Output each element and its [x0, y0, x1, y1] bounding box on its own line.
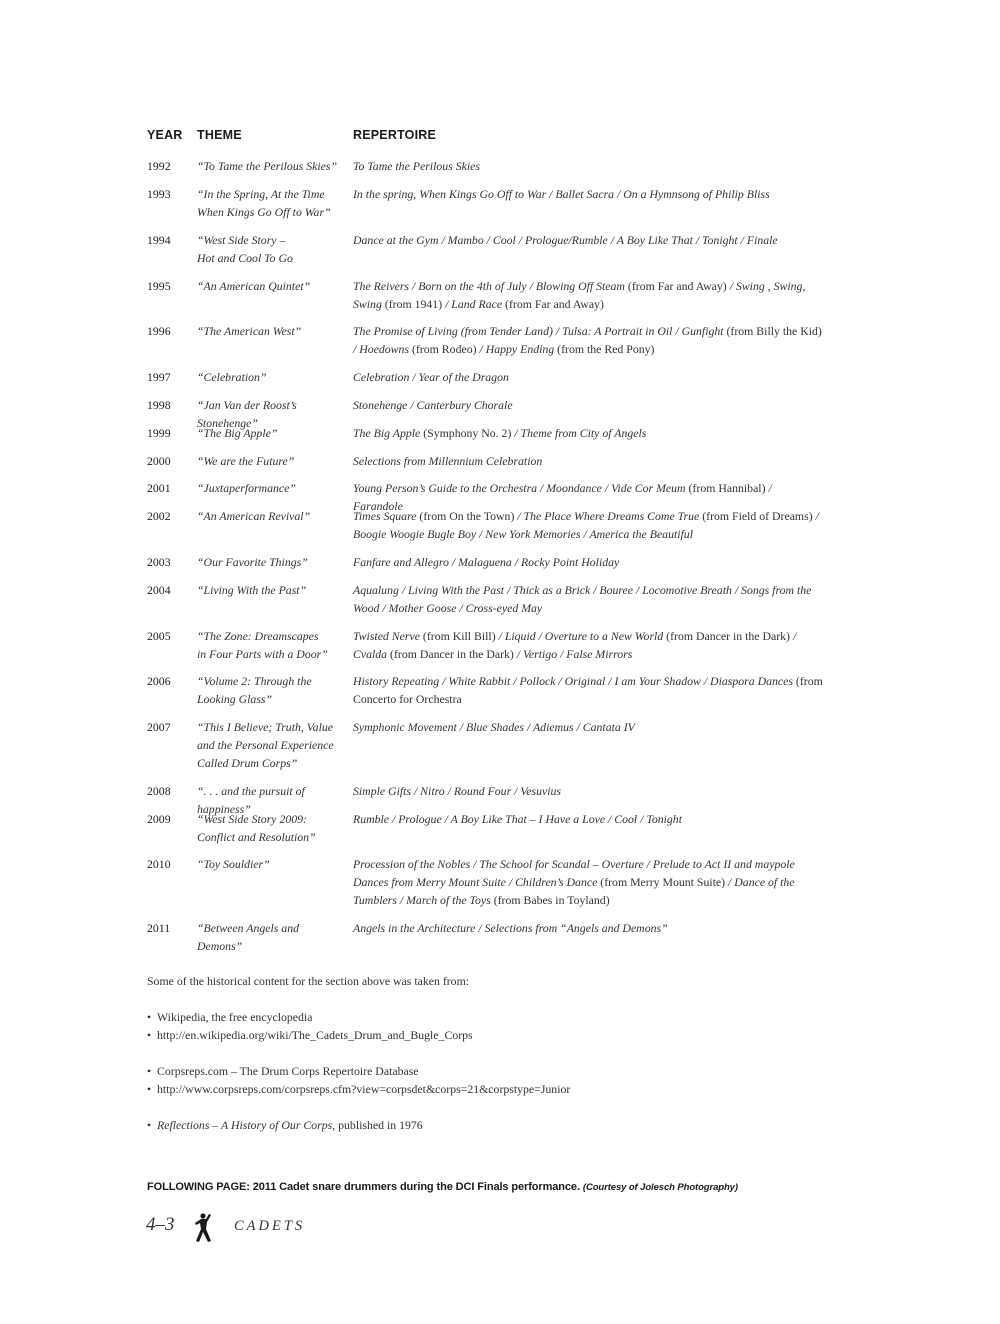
year-cell: 2000 — [147, 454, 171, 468]
piece-title: Twisted Nerve — [353, 629, 420, 643]
piece-title: Stonehenge / Canterbury Chorale — [353, 398, 513, 412]
repertoire-cell — [353, 507, 823, 543]
year-cell: 2006 — [147, 674, 171, 688]
photo-credit: (Courtesy of Jolesch Photography) — [582, 1182, 738, 1193]
piece-title: / Cvalda — [353, 629, 797, 661]
theme-cell: “Jan Van der Roost’s Stonehenge” — [197, 398, 297, 430]
piece-title: / Theme from City of Angels — [514, 426, 647, 440]
repertoire-cell — [353, 672, 823, 708]
repertoire-cell — [353, 231, 823, 249]
piece-title: / Land Race — [445, 297, 503, 311]
theme-cell: “The American West” — [197, 324, 302, 338]
reflections-title: Reflections – A History of Our Corps — [157, 1118, 333, 1132]
piece-source: (from Dancer in the Dark) — [663, 629, 793, 643]
repertoire-cell — [353, 627, 823, 663]
caption-text: FOLLOWING PAGE: 2011 Cadet snare drummers during the DCI Finals performance. — [147, 1181, 580, 1193]
piece-title: Celebration / Year of the Dragon — [353, 370, 509, 384]
piece-title: / Dance of the Tumblers / March of the Toys — [353, 875, 795, 907]
source-item: • Wikipedia, the free encyclopedia — [147, 1010, 313, 1024]
year-cell: 1993 — [147, 187, 171, 201]
piece-title: / Liquid / Overture to a New World — [498, 629, 664, 643]
theme-cell: “Living With the Past” — [197, 583, 307, 597]
theme-cell: “An American Quintet” — [197, 279, 311, 293]
theme-cell: “The Zone: Dreamscapes in Four Parts with a Door” — [197, 629, 328, 661]
piece-title: Selections from Millennium Celebration — [353, 454, 543, 468]
year-column-header: YEAR — [147, 128, 183, 142]
piece-title: Rumble / Prologue / A Boy Like That – I Have a Love / Cool / Tonight — [353, 812, 682, 826]
repertoire-cell — [353, 185, 823, 203]
repertoire-cell — [353, 396, 823, 414]
year-cell: 2004 — [147, 583, 171, 597]
piece-source: (from Kill Bill) — [419, 629, 499, 643]
piece-title: The Big Apple — [353, 426, 421, 440]
year-cell: 1992 — [147, 159, 171, 173]
year-cell: 1999 — [147, 426, 171, 440]
year-cell: 2003 — [147, 555, 171, 569]
piece-source: (from Hannibal) — [685, 481, 769, 495]
piece-source: (from Merry Mount Suite) — [597, 875, 729, 889]
piece-title: History Repeating / White Rabbit / Pollock / Original / I am Your Shadow / Diaspora Dances — [353, 674, 793, 688]
theme-cell: “Celebration” — [197, 370, 267, 384]
theme-cell: “Between Angels and Demons” — [197, 921, 300, 953]
theme-cell: “In the Spring, At the Time When Kings Go Off to War” — [197, 187, 331, 219]
piece-title: / Vertigo / False Mirrors — [516, 647, 633, 661]
piece-source: (from Dancer in the Dark) — [387, 647, 517, 661]
piece-title: Aqualung / Living With the Past / Thick as a Brick / Bouree / Locomotive Breath / Songs from the Wood / Mother Goose / Cross-eyed May — [353, 583, 812, 615]
piece-source: (from Concerto for Orchestra — [353, 674, 823, 706]
piece-title: Procession of the Nobles / The School for Scandal – Overture / Prelude to Act II and maypole Dances from Merry Mount Suite / Children’s Dance — [353, 857, 795, 889]
piece-title: Angels in the Architecture / Selections from “Angels and Demons” — [353, 921, 668, 935]
year-cell: 2005 — [147, 629, 171, 643]
repertoire-cell — [353, 322, 823, 358]
repertoire-cell — [353, 157, 823, 175]
repertoire-cell — [353, 424, 823, 442]
piece-source: (from Rodeo) — [409, 342, 480, 356]
source-link[interactable]: • http://en.wikipedia.org/wiki/The_Cadets_Drum_and_Bugle_Corps — [147, 1028, 473, 1042]
theme-cell: “. . . and the pursuit of happiness” — [197, 784, 305, 816]
source-item-reflections: • Reflections – A History of Our Corps, published in 1976 — [147, 1118, 423, 1132]
theme-cell: “West Side Story – Hot and Cool To Go — [197, 233, 293, 265]
piece-source: (from the Red Pony) — [554, 342, 655, 356]
piece-title: / The Place Where Dreams Come True — [517, 509, 700, 523]
piece-title: Young Person’s Guide to the Orchestra / Moondance / Vide Cor Meum — [353, 481, 686, 495]
repertoire-column-header: REPERTOIRE — [353, 128, 437, 142]
year-cell: 2007 — [147, 720, 171, 734]
theme-cell: “Toy Souldier” — [197, 857, 270, 871]
piece-title: / Boogie Woogie Bugle Boy / New York Memories / America the Beautiful — [353, 509, 819, 541]
piece-title: Fanfare and Allegro / Malaguena / Rocky Point Holiday — [353, 555, 620, 569]
piece-title: The Promise of Living (from Tender Land) / Tulsa: A Portrait in Oil / Gunfight — [353, 324, 724, 338]
piece-source: (from Field of Dreams) — [699, 509, 816, 523]
piece-title: / Swing , Swing, Swing — [353, 279, 806, 311]
theme-cell: “To Tame the Perilous Skies” — [197, 159, 338, 173]
theme-cell: “This I Believe; Truth, Value and the Personal Experience Called Drum Corps” — [197, 720, 334, 770]
theme-cell: “An American Revival” — [197, 509, 311, 523]
piece-title: / Happy Ending — [479, 342, 555, 356]
source-item: • Corpsreps.com – The Drum Corps Repertoire Database — [147, 1064, 419, 1078]
repertoire-cell — [353, 553, 823, 571]
theme-cell: “West Side Story 2009: Conflict and Resolution” — [197, 812, 316, 844]
theme-column-header: THEME — [197, 128, 242, 142]
year-cell: 2008 — [147, 784, 171, 798]
source-link[interactable]: • http://www.corpsreps.com/corpsreps.cfm?view=corpsdet&corps=21&corpstype=Junior — [147, 1082, 571, 1096]
year-cell: 1996 — [147, 324, 171, 338]
year-cell: 2002 — [147, 509, 171, 523]
page-number: 4–3 — [146, 1214, 175, 1235]
repertoire-cell — [353, 581, 823, 617]
repertoire-cell — [353, 919, 823, 937]
year-cell: 1998 — [147, 398, 171, 412]
theme-cell: “The Big Apple” — [197, 426, 278, 440]
year-cell: 2009 — [147, 812, 171, 826]
repertoire-cell — [353, 718, 823, 736]
year-cell: 2011 — [147, 921, 171, 935]
piece-title: Symphonic Movement / Blue Shades / Adiemus / Cantata IV — [353, 720, 635, 734]
piece-title: Times Square — [353, 509, 417, 523]
year-cell: 2010 — [147, 857, 171, 871]
piece-title: In the spring, When Kings Go Off to War / Ballet Sacra / On a Hymnsong of Philip Bliss — [353, 187, 770, 201]
piece-source: (from Far and Away) — [502, 297, 604, 311]
piece-source: (Symphony No. 2) — [420, 426, 515, 440]
repertoire-cell — [353, 855, 823, 909]
repertoire-cell — [353, 277, 823, 313]
year-cell: 1995 — [147, 279, 171, 293]
piece-title: Dance at the Gym / Mambo / Cool / Prologue/Rumble / A Boy Like That / Tonight / Finale — [353, 233, 778, 247]
repertoire-cell — [353, 782, 823, 800]
repertoire-cell — [353, 810, 823, 828]
piece-source: (from Far and Away) — [624, 279, 730, 293]
year-cell: 1997 — [147, 370, 171, 384]
piece-title: / Hoedowns — [353, 342, 410, 356]
theme-cell: “Our Favorite Things” — [197, 555, 308, 569]
repertoire-cell — [353, 368, 823, 386]
repertoire-cell — [353, 452, 823, 470]
piece-title: Simple Gifts / Nitro / Round Four / Vesuvius — [353, 784, 561, 798]
piece-source: (from 1941) — [381, 297, 446, 311]
drum-major-silhouette-icon — [193, 1212, 215, 1244]
corps-name: CADETS — [234, 1218, 306, 1234]
piece-title: To Tame the Perilous Skies — [353, 159, 480, 173]
theme-cell: “Juxtaperformance” — [197, 481, 296, 495]
piece-source: (from On the Town) — [416, 509, 518, 523]
piece-source: (from Billy the Kid) — [723, 324, 822, 338]
sources-intro: Some of the historical content for the section above was taken from: — [147, 974, 470, 988]
piece-title: / Farandole — [353, 481, 772, 513]
theme-cell: “Volume 2: Through the Looking Glass” — [197, 674, 312, 706]
theme-cell: “We are the Future” — [197, 454, 295, 468]
year-cell: 2001 — [147, 481, 171, 495]
piece-title: The Reivers / Born on the 4th of July / Blowing Off Steam — [353, 279, 625, 293]
following-page-caption — [147, 1181, 738, 1193]
year-cell: 1994 — [147, 233, 171, 247]
piece-source: (from Babes in Toyland) — [490, 893, 610, 907]
